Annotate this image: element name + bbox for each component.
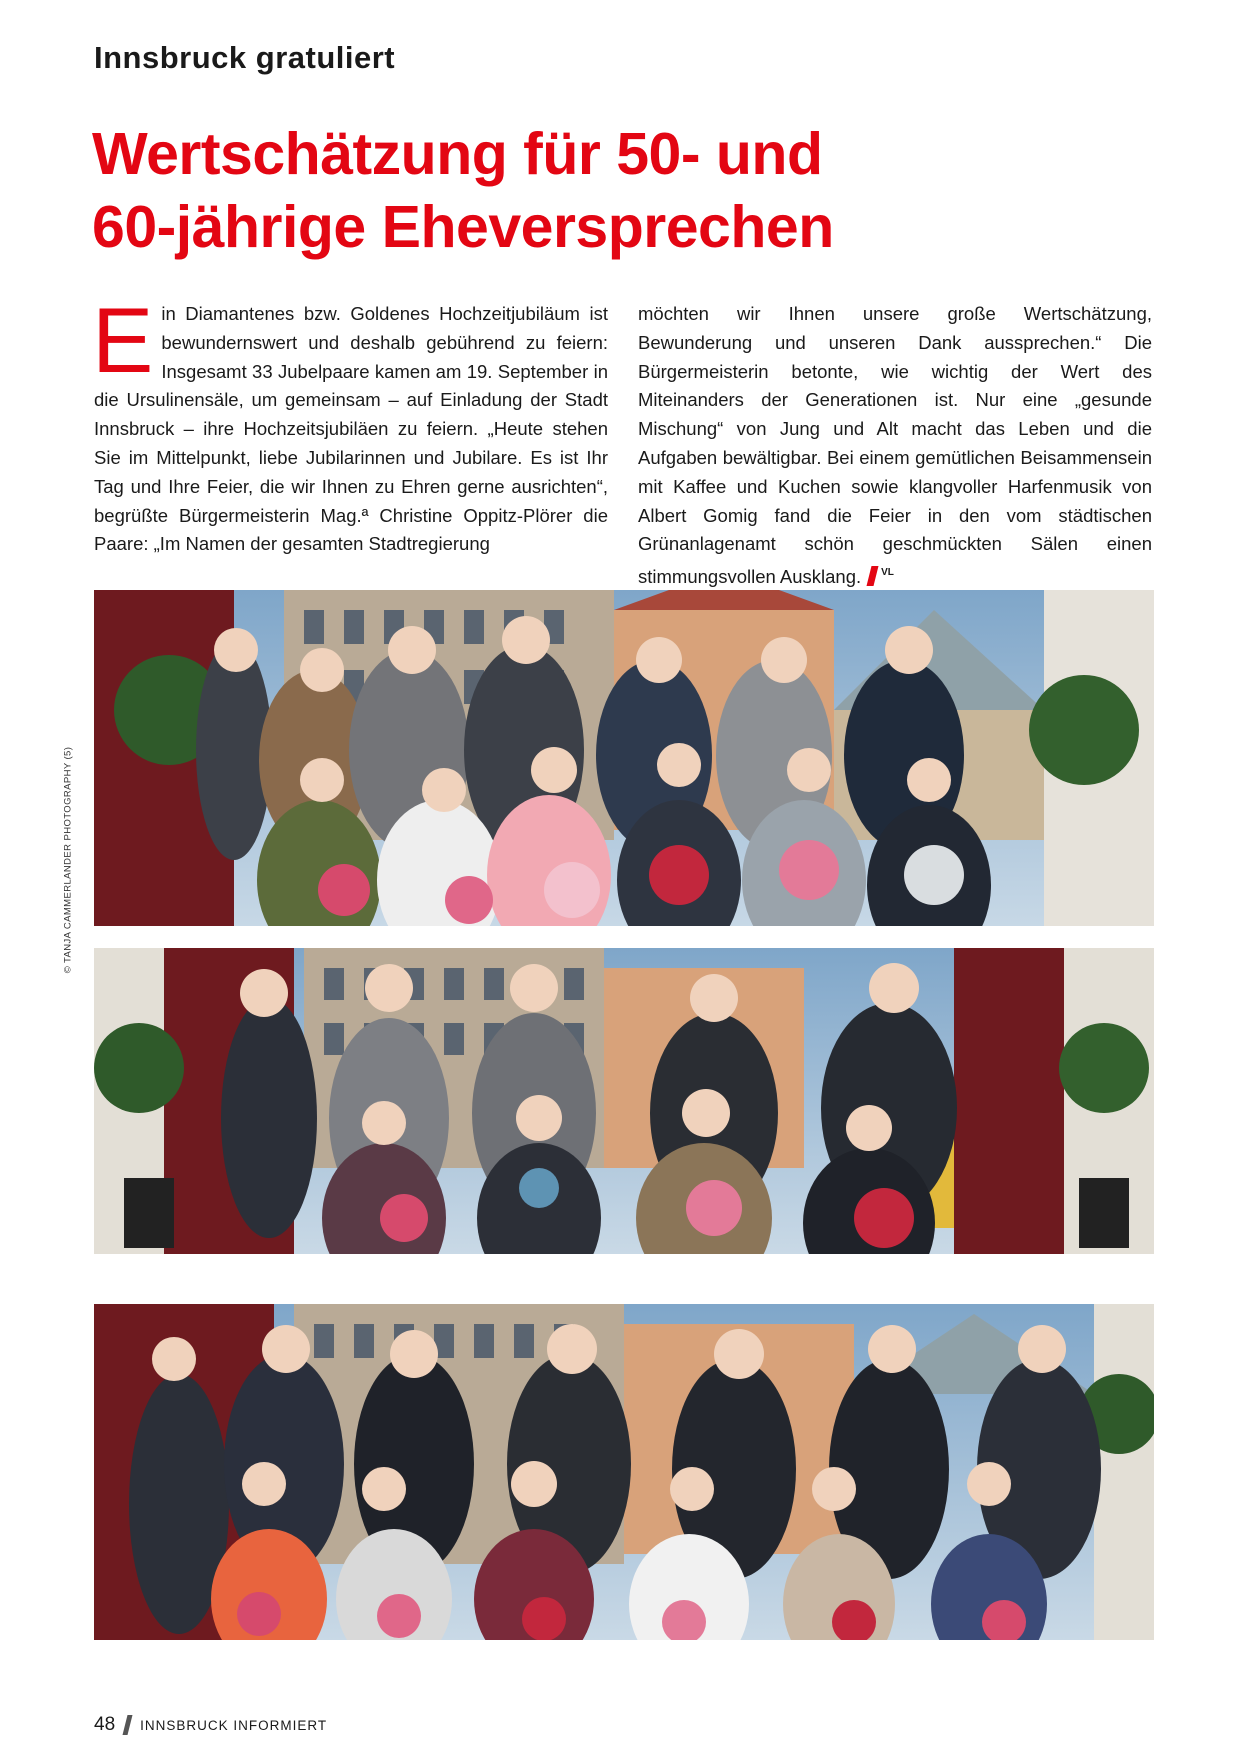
- end-mark-icon: [867, 566, 879, 586]
- group-photo-1: [94, 590, 1154, 926]
- publication-name: INNSBRUCK INFORMIERT: [140, 1717, 328, 1733]
- headline: [92, 118, 1142, 264]
- drop-cap: E: [92, 290, 154, 392]
- column-1-text: in Diamantenes bzw. Goldenes Hochzeitjubiläum ist bewundernswert und deshalb gebührend zu feiern: Insgesamt 33 Jubelpaare kamen am 19. September in die Ursulinensäle, um gemeinsam – auf Einladung der Stadt Innsbruck – ihre Hochzeitsjubiläen zu feiern. „Heute stehen Sie im Mittelpunkt, liebe Jubilarinnen und Jubilare. Es ist Ihr Tag und Ihre Feier, die wir Ihnen zu Ehren gerne ausrichten“, begrüßte Bürgermeisterin Mag.ª Christine Oppitz-Plörer die Paare: „Im Namen der gesamten Stadtregierung: [94, 303, 608, 555]
- article-column-1: [92, 290, 608, 592]
- page-number: 48: [94, 1714, 116, 1735]
- author-signature: VL: [881, 567, 894, 579]
- article-column-2: [638, 300, 1152, 592]
- article-body: [92, 290, 1152, 592]
- column-2-text: möchten wir Ihnen unsere große Wertschätzung, Bewunderung und unseren Dank aussprechen.“ Die Bürgermeisterin betonte, wie wichtig der Wert des Miteinanders der Generationen ist. Nur eine „gesunde Mischung“ von Jung und Alt macht das Leben und die Aufgaben bewältigbar. Bei einem gemütlichen Beisammensein mit Kaffee und Kuchen sowie klangvoller Harfenmusik von Albert Gomig fand die Feier in den vom städtischen Grünanlagenamt schön geschmückten Sälen einen stimmungsvollen Ausklang.: [638, 303, 1152, 588]
- page-footer: [94, 1714, 327, 1736]
- photo-credit: © TANJA CAMMERLANDER PHOTOGRAPHY (5): [62, 746, 74, 974]
- slash-icon: [123, 1715, 133, 1735]
- headline-line-2: 60-jährige Eheversprechen: [92, 194, 834, 260]
- headline-line-1: Wertschätzung für 50- und: [92, 121, 823, 187]
- group-photo-3: [94, 1304, 1154, 1640]
- section-label: Innsbruck gratuliert: [94, 40, 396, 75]
- group-photo-2: [94, 948, 1154, 1254]
